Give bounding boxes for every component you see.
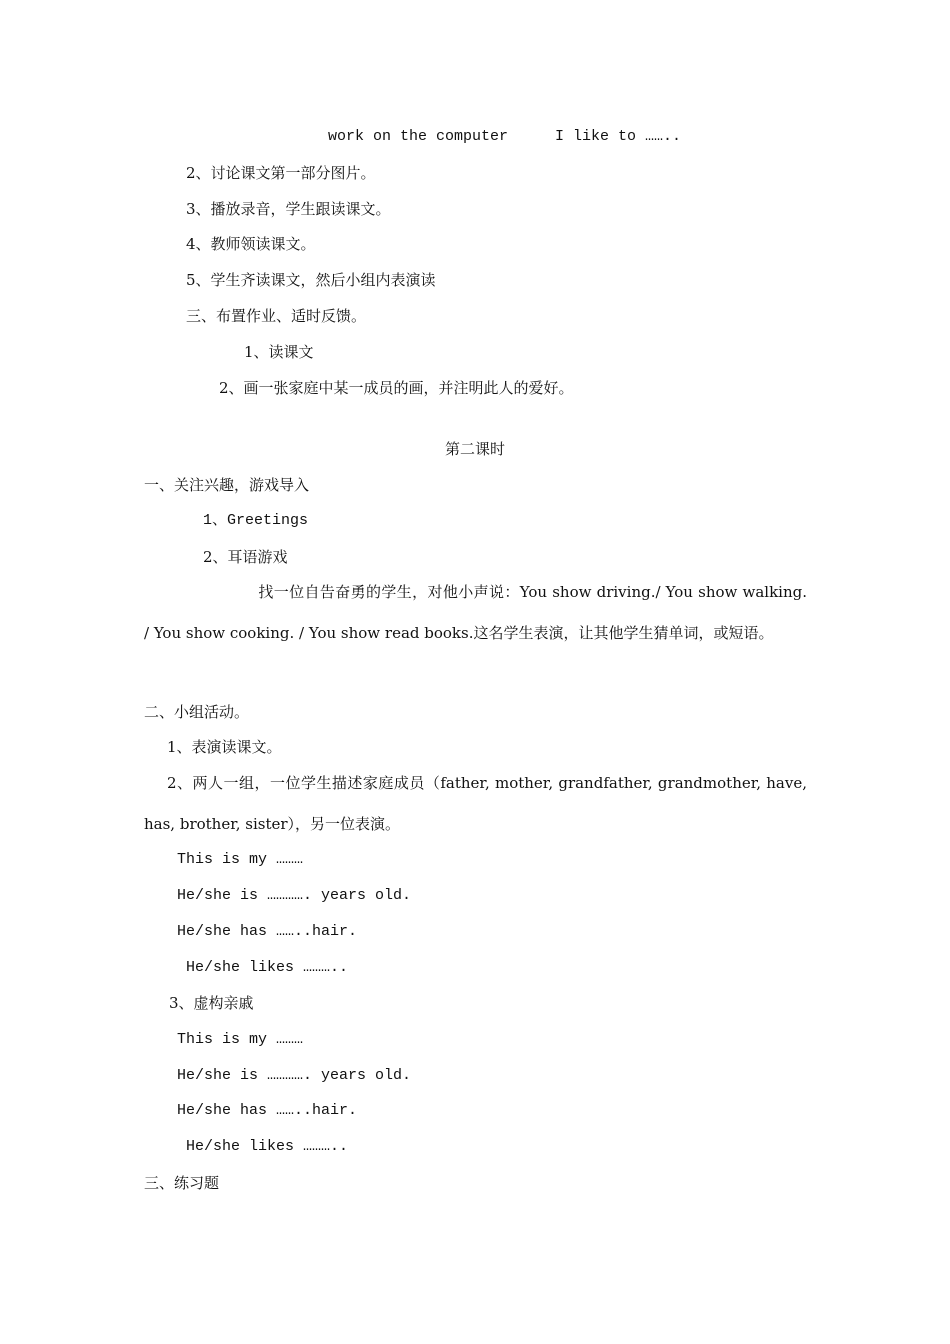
- frame-b-1: This is my ………: [177, 1031, 304, 1048]
- homework-item-1: 1、读课文: [244, 343, 314, 361]
- phrase-example: work on the computer: [328, 128, 509, 145]
- section1-heading: 一、关注兴趣，游戏导入: [144, 476, 310, 494]
- section1-item-1: 1、Greetings: [203, 512, 309, 529]
- sentence-frame: I like to ……..: [555, 128, 682, 145]
- frame-a-4: He/she likes ………..: [186, 959, 349, 976]
- lesson1-step-3: 3、播放录音，学生跟读课文。: [186, 200, 391, 218]
- lesson1-step-5: 5、学生齐读课文，然后小组内表演读: [186, 271, 436, 289]
- homework-heading: 三、布置作业、适时反馈。: [186, 307, 367, 325]
- lesson1-step-2: 2、讨论课文第一部分图片。: [186, 164, 376, 182]
- frame-b-4: He/she likes ………..: [186, 1138, 349, 1155]
- whisper-game-text: 找一位自告奋勇的学生，对他小声说：You show driving./ You show walking. / You show cooking. / You show read books.这名学生表演，让其他学生猜单词，或短语。: [144, 583, 807, 642]
- frame-b-3: He/she has ……..hair.: [177, 1102, 358, 1119]
- section2-heading: 二、小组活动。: [144, 703, 250, 721]
- section3-heading: 三、练习题: [144, 1174, 220, 1192]
- section2-item-3: 3、虚构亲戚: [169, 994, 254, 1012]
- section2-item-2-text: 2、两人一组，一位学生描述家庭成员（father, mother, grandfather, grandmother, have, has, brother, sister），另一位表演。: [144, 774, 807, 833]
- section1-item-2: 2、耳语游戏: [203, 548, 288, 566]
- homework-item-2: 2、画一张家庭中某一成员的画，并注明此人的爱好。: [219, 379, 574, 397]
- frame-a-2: He/she is …………. years old.: [177, 887, 412, 904]
- frame-b-2: He/she is …………. years old.: [177, 1067, 412, 1084]
- section2-item-2: [144, 763, 807, 845]
- lesson1-step-4: 4、教师领读课文。: [186, 235, 316, 253]
- section2-item-1: 1、表演读课文。: [167, 738, 282, 756]
- frame-a-3: He/she has ……..hair.: [177, 923, 358, 940]
- frame-a-1: This is my ………: [177, 851, 304, 868]
- whisper-game-paragraph: [144, 572, 807, 654]
- lesson2-title: 第二课时: [444, 440, 505, 458]
